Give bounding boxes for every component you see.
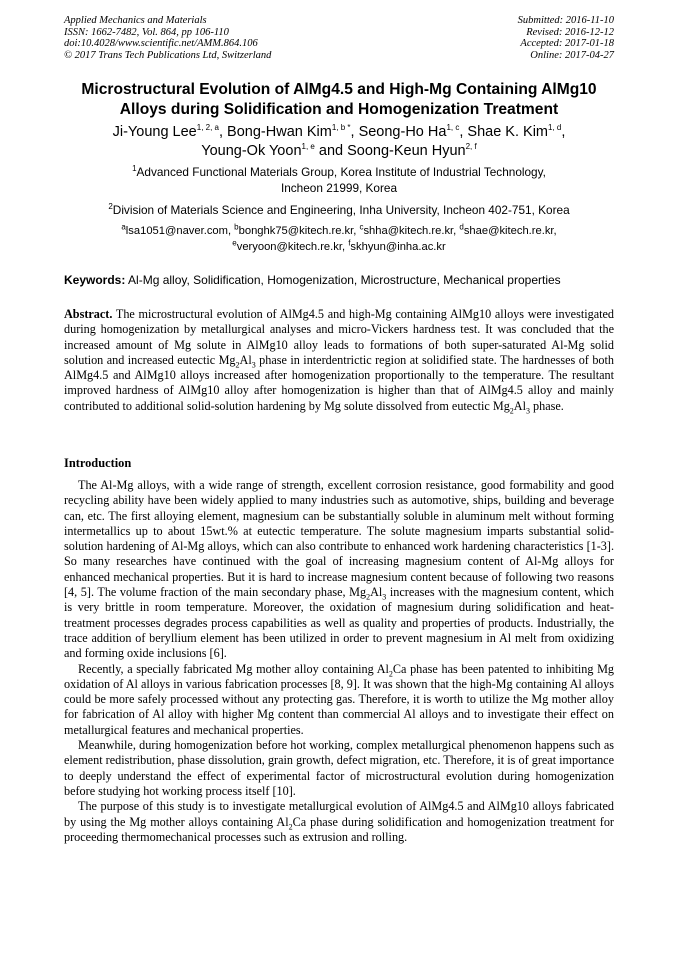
author-affil-mark: 1, c [446, 123, 460, 133]
copyright-line: © 2017 Trans Tech Publications Ltd, Switzerland [64, 49, 272, 61]
revised-date: Revised: 2016-12-12 [526, 26, 614, 38]
email-link[interactable]: shae@kitech.re.kr, [463, 225, 557, 237]
author-emails: $^a$lsa1051@naver.com, $^b$bonghk75@kitech.re.kr, $^c$shha@kitech.re.kr, $^d$shae@kitech.re.kr, $^e$veryoon@kitech.re.kr, $^f$skhyun@inha.ac.kr [121, 222, 557, 253]
affiliation-1: $^1$Advanced Functional Materials Group, Korea Institute of Industrial Technology, Incheon 21999, Korea [132, 164, 546, 195]
section-heading-introduction: Introduction [64, 456, 132, 470]
paragraph: The purpose of this study is to investigate metallurgical evolution of AlMg4.5 and AlMg10 alloys fabricated by using the Mg mother alloys containing $Al_2Ca$ phase during solidification and homogenization treatment for proceeding thermomechanical processes such as extrusion and rolling. [64, 799, 614, 844]
journal-name: Applied Mechanics and Materials [64, 15, 207, 26]
accepted-date: Accepted: 2017-01-18 [520, 38, 614, 50]
author-list: Ji-Young Lee$^{1, 2, a}$, Bong-Hwan Kim$^{1, b *}$, Seong-Ho Ha$^{1, c}$, Shae K. Kim$^{1, d}$, Young-Ok Yoon$^{1, e}$ and Soong-Keun Hyun$^{2, f}$ [112, 123, 566, 159]
email-link[interactable]: veryoon@kitech.re.kr, [236, 241, 349, 253]
author-name: and Soong-Keun Hyun [314, 143, 466, 159]
email-link[interactable]: skhyun@inha.ac.kr [350, 241, 446, 253]
email-link[interactable]: shha@kitech.re.kr, [363, 225, 460, 237]
affiliation-2: $^2$Division of Materials Science and Engineering, Inha University, Incheon 402-751, Korea [108, 202, 570, 217]
keywords-text: Al-Mg alloy, Solidification, Homogenization, Microstructure, Mechanical properties [125, 273, 561, 287]
title-line-1: Microstructural Evolution of AlMg4.5 and High-Mg Containing AlMg10 [81, 81, 597, 98]
author-name: Ji-Young Lee [112, 124, 197, 140]
submitted-date: Submitted: 2016-11-10 [517, 15, 614, 26]
author-affil-mark: 1, e [301, 142, 315, 152]
publication-info [64, 15, 364, 61]
author-affil-mark: 1, 2, a [196, 123, 219, 133]
paragraph: Meanwhile, during homogenization before hot working, complex metallurgical phenomenon happens such as element redistribution, phase dissolution, grain growth, defect migration, etc. Therefore, it is of great importance to deeply understand the effect of experimental factor of microstructural evolution during homogenization before studying hot working process itself [10]. [64, 738, 614, 798]
author-name: Young-Ok Yoon [201, 143, 302, 159]
author-affil-mark: 1, b * [331, 123, 351, 133]
author-name: , Bong-Hwan Kim [219, 124, 332, 140]
introduction-body [64, 478, 614, 845]
author-name: , Seong-Ho Ha [350, 124, 447, 140]
abstract: Abstract. The microstructural evolution of AlMg4.5 and high-Mg containing AlMg10 alloys were investigated during homogenization by metallurgical analyses and micro-Vickers hardness test. It was concluded that the increased amount of Mg solute in AlMg10 alloy leads to formations of both super-saturated Al-Mg solid solution and increased eutectic $Mg_2Al_3$ phase in interdentrictic region at solidified state. The hardnesses of both AlMg4.5 and AlMg10 alloys increased after homogenization proportionally to the temperature. The resultant improved hardness of AlMg10 alloy after homogenization is higher than that of AlMg4.5 alloy and mainly contributed to additional solid-solution hardening by Mg solute dissolved from eutectic $Mg_2Al_3$ phase. [64, 307, 614, 416]
online-date: Online: 2017-04-27 [530, 49, 614, 61]
keywords-label: Keywords: [64, 273, 126, 287]
author-affil-mark: 2, f [465, 142, 477, 152]
issn-line: ISSN: 1662-7482, Vol. 864, pp 106-110 [64, 26, 229, 38]
abstract-label: Abstract. [64, 307, 113, 321]
title-line-2: Alloys during Solidification and Homogenization Treatment [119, 101, 559, 118]
email-link[interactable]: lsa1051@naver.com, [125, 225, 235, 237]
paragraph: The Al-Mg alloys, with a wide range of strength, excellent corrosion resistance, good formability and good recycling ability have been widely applied to many industries such as automotive, ships, building and beverage can, etc. The first alloying element, magnesium can be substantially soluble in aluminum melt without forming intermetallics up to about 15wt.% at eutectic temperature. The solute magnesium imparts substantial solid-solution hardening of Al-Mg alloys, which can also contribute to enhanced work hardening characteristics [1-3]. So many researches have continued with the goal of increasing magnesium content of Al-Mg alloys for enhanced mechanical properties. But it is hard to increase magnesium content because of following two reasons [4, 5]. The volume fraction of the main secondary phase, $Mg_2Al_3$ increases with the magnesium content, which is very brittle in room temperature. Moreover, the oxidation of magnesium during solidification and heat-treatment processes degrades process capabilities as well as quality and properties of products. Industrially, the trace addition of beryllium element has been utilized in order to prevent magnesium in Al melt from oxidizing and forming oxide inclusions [6]. [64, 478, 614, 661]
email-link[interactable]: bonghk75@kitech.re.kr, [238, 225, 360, 237]
keywords-line [64, 273, 616, 288]
publication-dates [374, 15, 614, 61]
author-name: , Shae K. Kim [459, 124, 548, 140]
paper-title [40, 80, 638, 120]
paragraph: Recently, a specially fabricated Mg mother alloy containing $Al_2Ca$ phase has been patented to inhibiting Mg oxidation of Al alloys in various fabrication processes [8, 9]. It was shown that the high-Mg containing Al alloys could be more safely processed without any protecting gas. Therefore, it is worth to utilize the Mg mother alloy for fabrication of Al alloy with higher Mg content than commercial Al alloys and to investigate their effect on metallurgical features and mechanical properties. [64, 661, 614, 737]
author-affil-mark: 1, d [548, 123, 562, 133]
doi-line: doi:10.4028/www.scientific.net/AMM.864.106 [64, 38, 258, 50]
